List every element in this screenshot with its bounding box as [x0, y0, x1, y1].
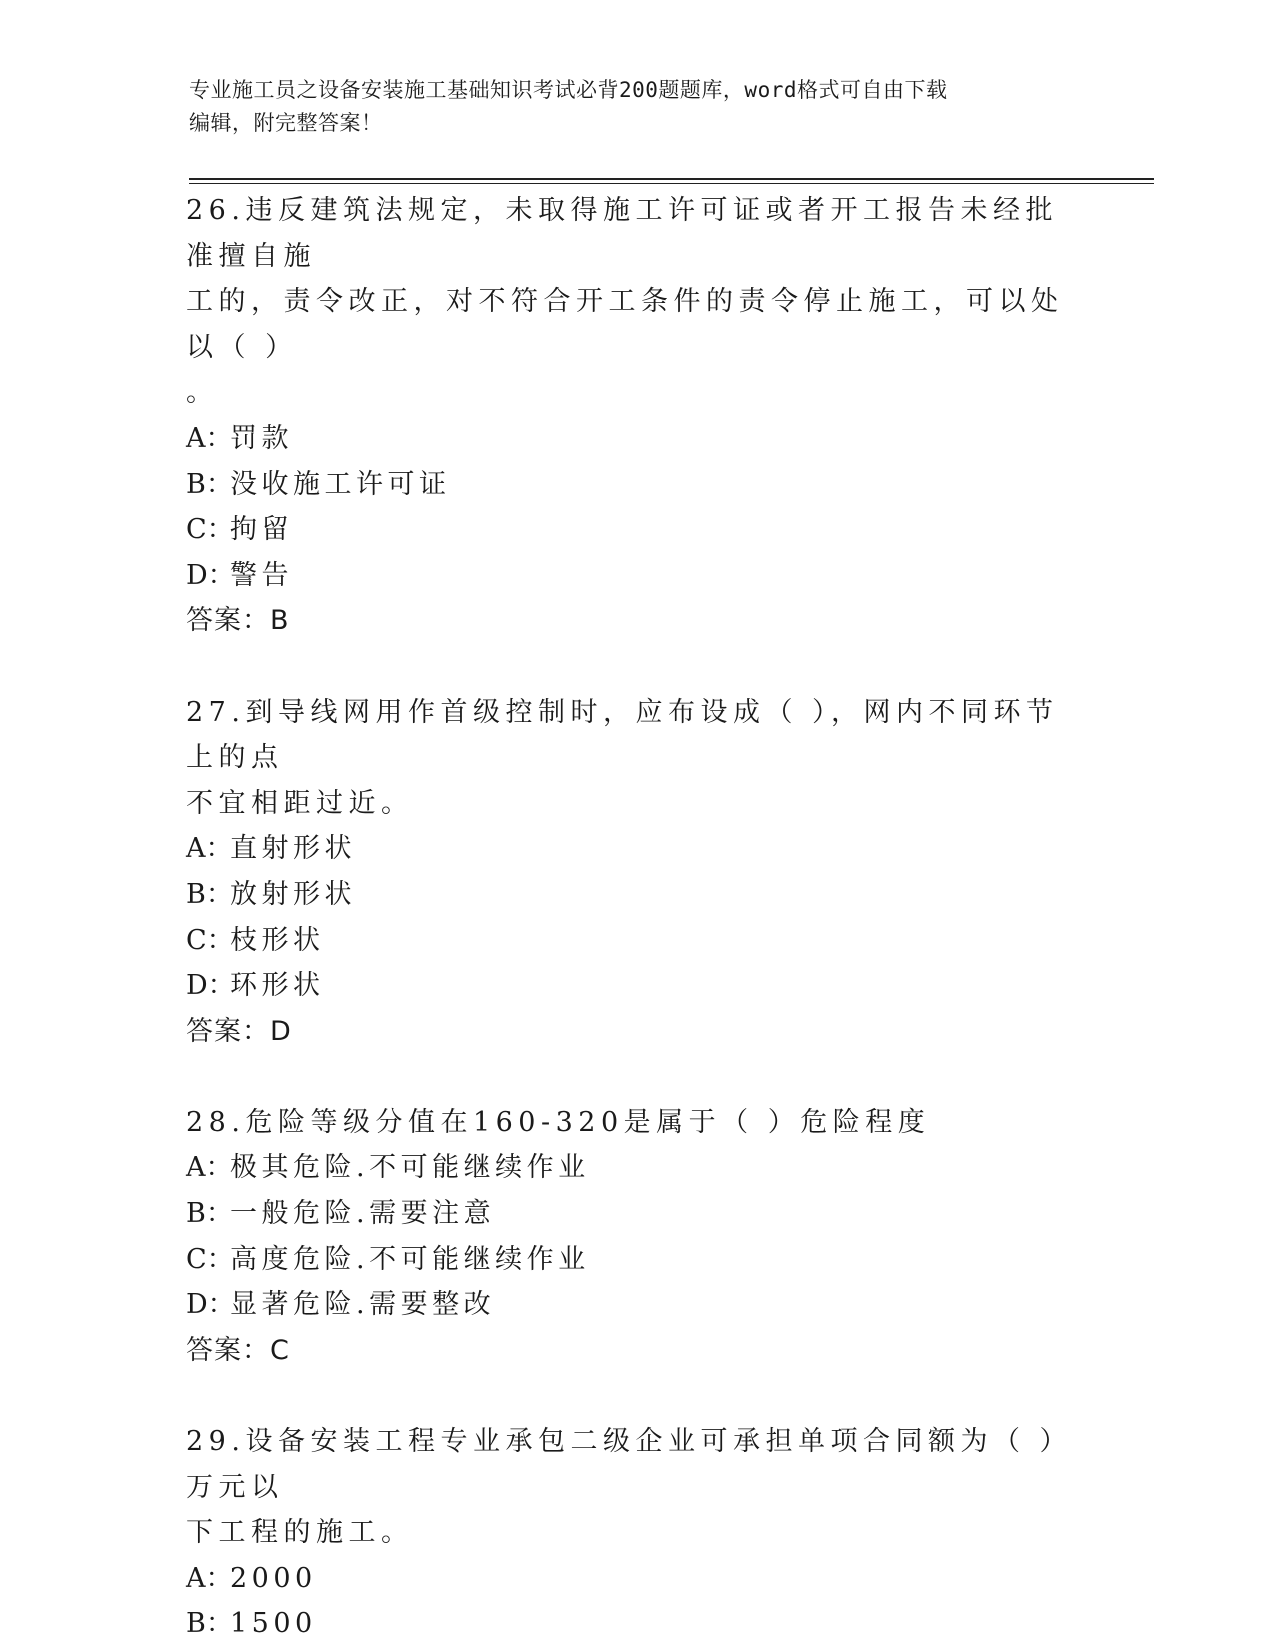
option-key: B： — [186, 468, 233, 500]
option-key: C： — [186, 514, 234, 546]
option-a — [186, 1556, 1086, 1602]
option-key: D： — [186, 1289, 235, 1321]
question-stem-line: 。 — [186, 377, 219, 409]
option-text: 枝形状 — [230, 924, 325, 956]
answer-line: 答案：B — [186, 605, 290, 637]
option-key: B： — [186, 1198, 233, 1230]
question-stem-line: 26.违反建筑法规定，未取得施工许可证或者开工报告未经批准擅自施 — [186, 195, 1058, 272]
question-27 — [186, 690, 1086, 1055]
question-stem-line: 不宜相距过近。 — [186, 787, 414, 819]
question-stem-line: 下工程的施工。 — [186, 1517, 414, 1549]
question-spacer — [186, 1054, 1086, 1100]
option-c — [186, 507, 1086, 553]
header-line-2: 编辑，附完整答案！ — [189, 111, 383, 135]
header-divider-thick — [189, 178, 1154, 180]
option-text: 放射形状 — [230, 878, 356, 910]
question-stem-line: 27.到导线网用作首级控制时，应布设成（ ），网内不同环节上的点 — [186, 696, 1059, 774]
option-a — [186, 416, 1086, 462]
option-a — [186, 826, 1086, 872]
question-list — [186, 188, 1086, 1647]
option-text: 显著危险.需要整改 — [230, 1289, 496, 1321]
answer-line: 答案：C — [186, 1334, 290, 1366]
option-text: 高度危险.不可能继续作业 — [230, 1243, 590, 1275]
answer-line: 答案：D — [186, 1015, 292, 1047]
question-stem-line: 28.危险等级分值在160-320是属于（ ）危险程度 — [186, 1106, 931, 1138]
question-stem-line: 工的，责令改正，对不符合开工条件的责令停止施工，可以处以（ ） — [186, 286, 1064, 363]
option-key: D： — [186, 970, 235, 1002]
option-d — [186, 963, 1086, 1009]
option-key: A： — [186, 1562, 233, 1594]
question-stem-line: 29.设备安装工程专业承包二级企业可承担单项合同额为（ ）万元以 — [186, 1426, 1073, 1503]
question-spacer — [186, 1373, 1086, 1419]
option-b — [186, 872, 1086, 918]
option-text: 2000 — [230, 1562, 317, 1594]
question-29 — [186, 1419, 1086, 1647]
option-text: 1500 — [230, 1608, 317, 1640]
option-key: C： — [186, 924, 234, 956]
option-key: C： — [186, 1243, 234, 1275]
option-text: 警告 — [230, 559, 293, 591]
option-a — [186, 1145, 1086, 1191]
document-header — [189, 74, 1069, 140]
option-key: A： — [186, 833, 233, 865]
question-spacer — [186, 644, 1086, 690]
option-text: 一般危险.需要注意 — [230, 1198, 496, 1230]
option-b — [186, 1191, 1086, 1237]
option-b — [186, 462, 1086, 508]
header-line-1: 专业施工员之设备安装施工基础知识考试必背200题题库，word格式可自由下载 — [189, 78, 948, 102]
header-divider-thin — [189, 183, 1154, 184]
option-key: B： — [186, 878, 233, 910]
option-text: 环形状 — [230, 970, 325, 1002]
option-c — [186, 1237, 1086, 1283]
option-key: D： — [186, 559, 235, 591]
option-c — [186, 918, 1086, 964]
option-key: B： — [186, 1608, 233, 1640]
option-key: A： — [186, 422, 233, 454]
option-text: 直射形状 — [230, 833, 356, 865]
option-text: 没收施工许可证 — [230, 468, 451, 500]
option-d — [186, 1282, 1086, 1328]
option-text: 极其危险.不可能继续作业 — [230, 1152, 590, 1184]
option-text: 罚款 — [230, 422, 293, 454]
option-text: 拘留 — [230, 514, 293, 546]
question-26 — [186, 188, 1086, 644]
option-b — [186, 1601, 1086, 1647]
question-28 — [186, 1100, 1086, 1374]
option-d — [186, 553, 1086, 599]
option-key: A： — [186, 1152, 233, 1184]
